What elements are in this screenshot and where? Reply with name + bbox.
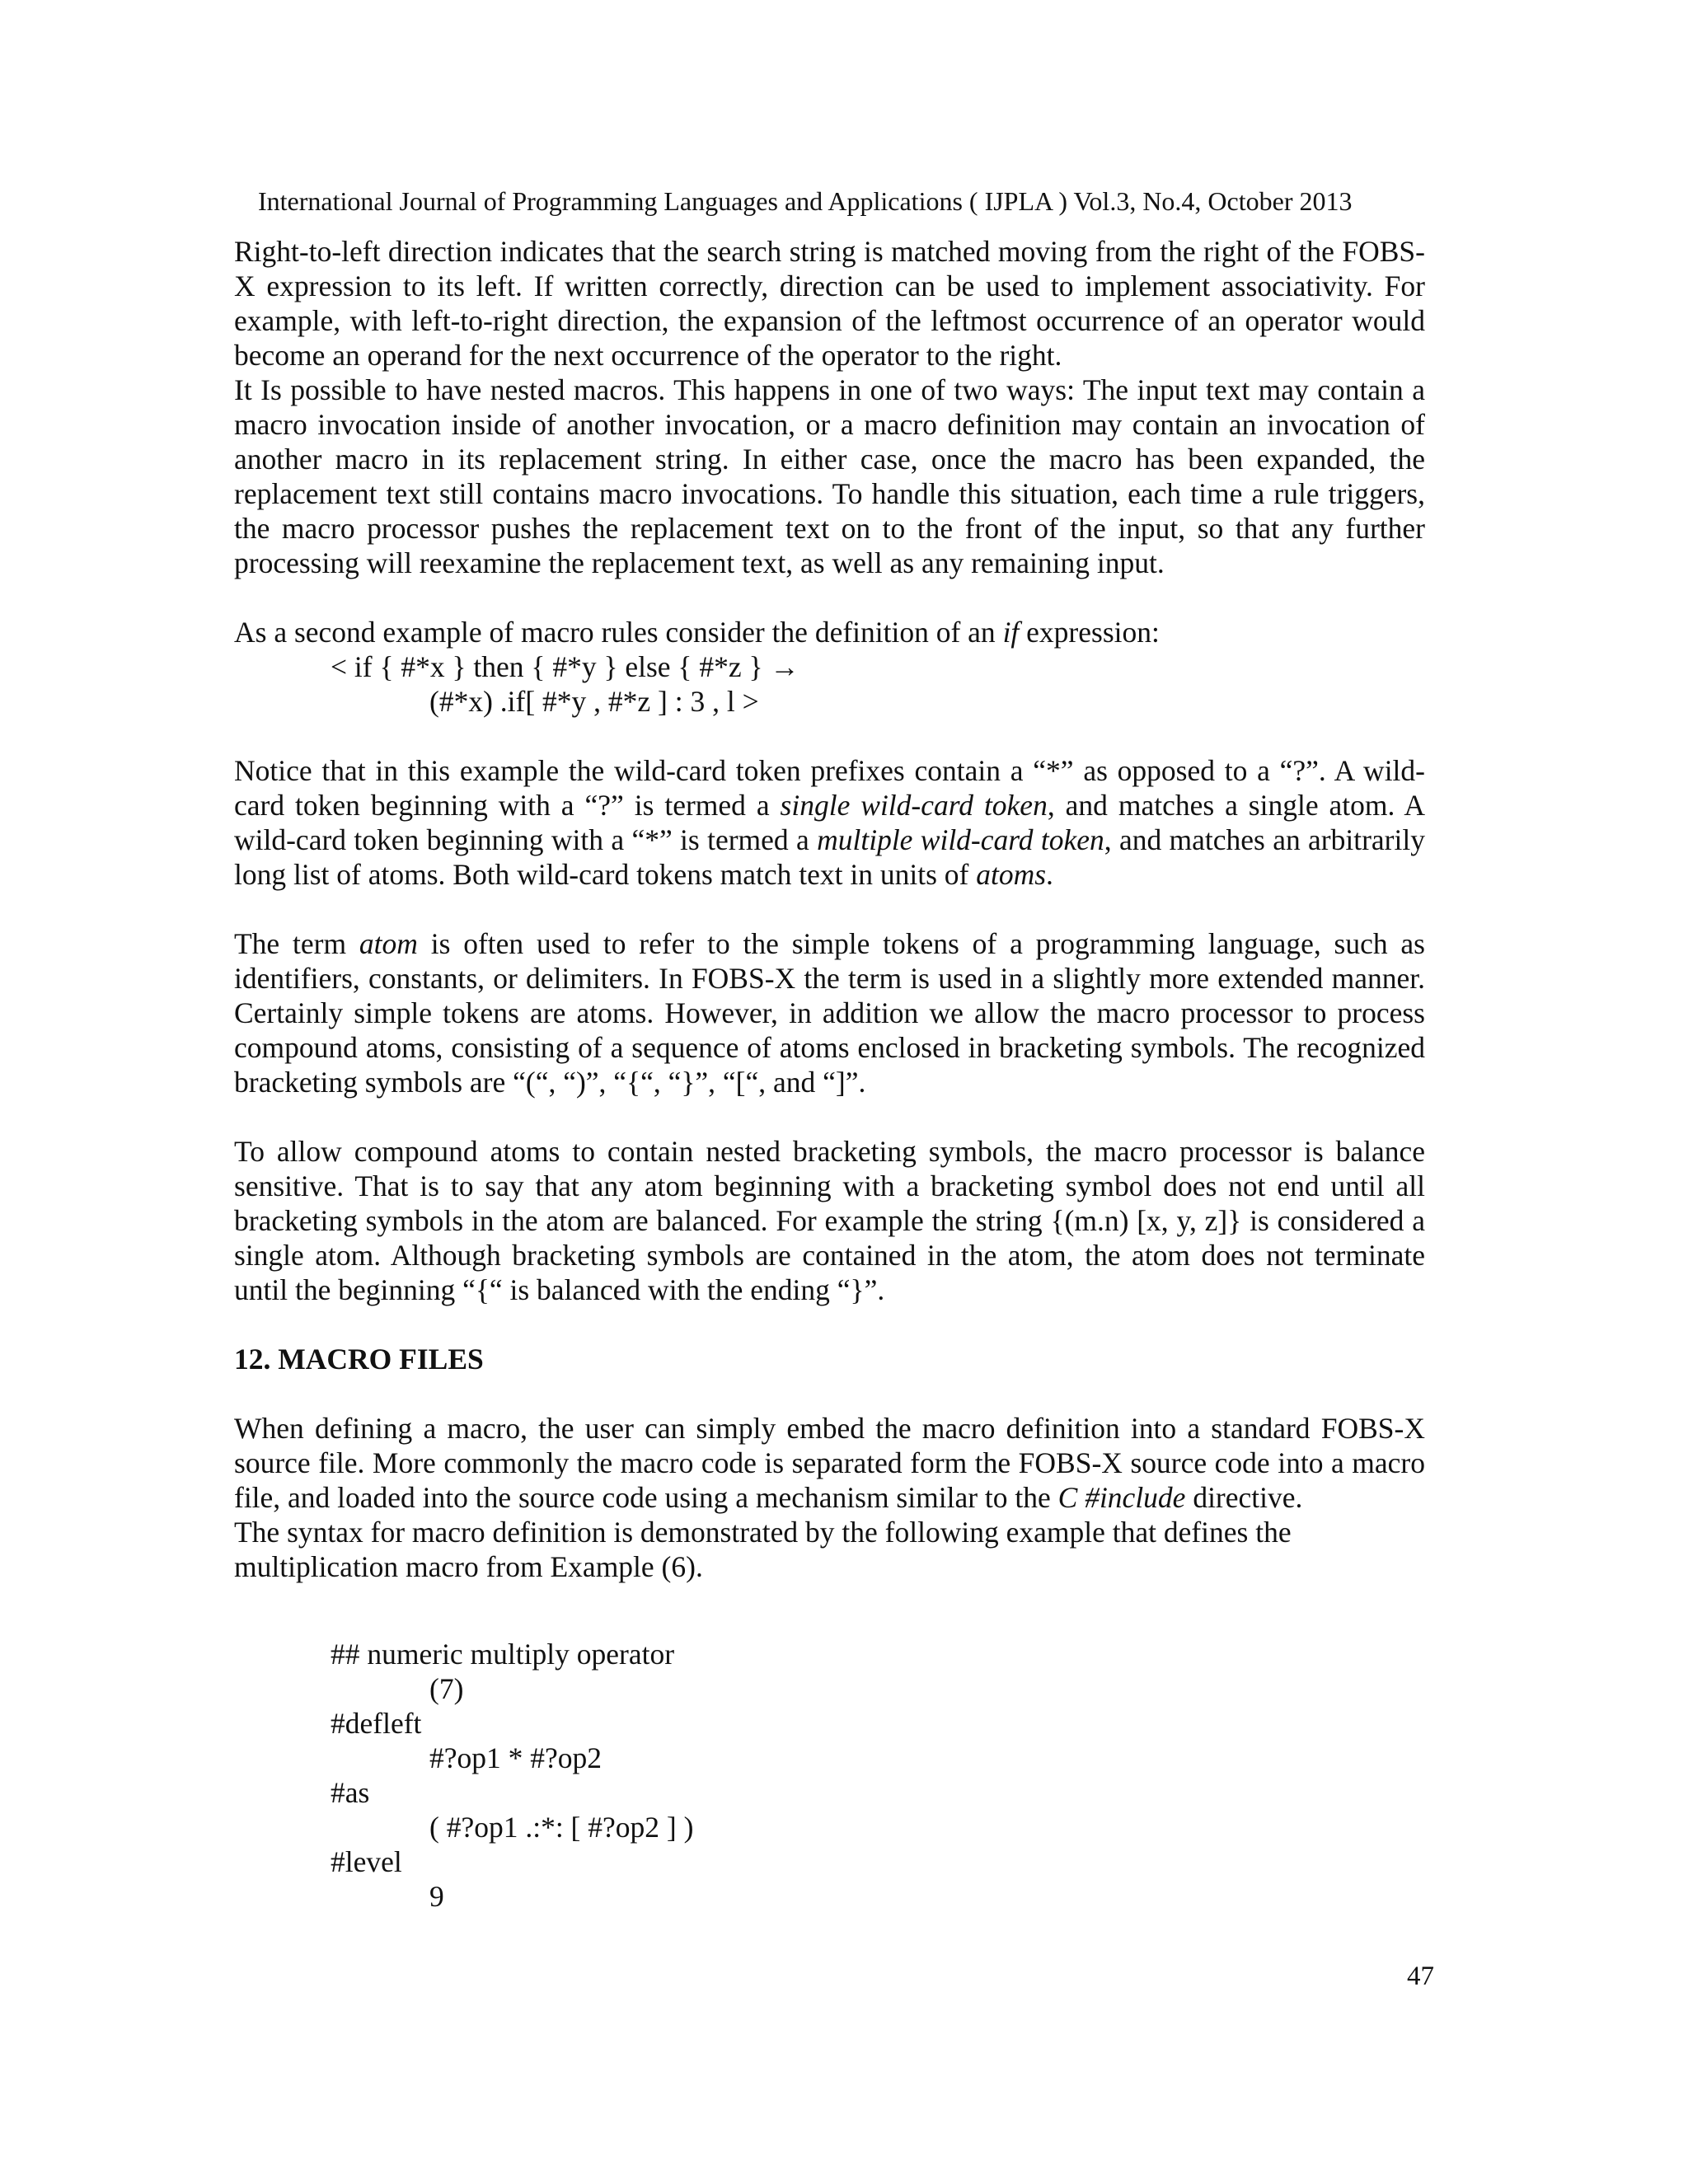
page-body [234, 234, 1425, 1914]
journal-header: International Journal of Programming Languages and Applications ( IJPLA ) Vol.3, No.4, October 2013 [258, 186, 1353, 216]
text-run: , and matches a single atom. A wild-card token beginning with a “*” is termed a [234, 789, 1425, 856]
paragraph-if-example [234, 615, 1425, 649]
code-comment: ## numeric multiply operator [331, 1638, 675, 1671]
paragraph-macro-files-line3: multiplication macro from Example (6). [234, 1550, 703, 1583]
code-level-value: 9 [429, 1880, 444, 1913]
code-defleft: #defleft [331, 1707, 422, 1740]
code-pattern: #?op1 * #?op2 [429, 1741, 603, 1774]
text-run: directive. [1185, 1481, 1303, 1514]
paragraph-nested-macros: It Is possible to have nested macros. This happens in one of two ways: The input text may contain a macro invocation inside of another invocation, or a macro definition may contain an invocation of another macro in its replacement string. In either case, once the macro has been expanded, the replacement text still contains macro invocations. To handle this situation, each time a rule triggers, the macro processor pushes the replacement text on to the front of the input, so that any further processing will reexamine the replacement text, as well as any remaining input. [234, 373, 1425, 579]
text-run: As a second example of macro rules consider the definition of an [234, 616, 1003, 649]
text-run: When defining a macro, the user can simply embed the macro definition into a standard FOBS-X source file. More commonly the macro code is separated form the FOBS-X source code into a macro file, and loaded into the source code using a mechanism similar to the [234, 1412, 1425, 1514]
text-run: . [1046, 858, 1053, 891]
spacer [234, 1619, 1425, 1637]
code-replacement: ( #?op1 .:*: [ #?op2 ] ) [429, 1811, 694, 1844]
code-example [234, 1637, 1425, 1914]
code-level: #level [331, 1845, 402, 1878]
spacer [234, 580, 1425, 615]
paragraph-atom [234, 926, 1425, 1099]
paragraph-wildcard [234, 753, 1425, 892]
spacer [234, 1099, 1425, 1134]
emphasis-multiple-wildcard: multiple wild-card token [817, 823, 1104, 856]
spacer [234, 1376, 1425, 1411]
code-example-number: (7) [429, 1672, 464, 1705]
code-as: #as [331, 1776, 370, 1809]
text-run: Notice that in this example the wild-card token prefixes contain a “*” as opposed to a “?”. A wild-card token beginning with a “?” is termed a [234, 754, 1425, 822]
text-run: is often used to refer to the simple tokens of a programming language, such as identifiers, constants, or delimiters. In FOBS-X the term is used in a slightly more extended manner. Certainly simple tokens are atoms. However, in addition we allow the macro processor to process compound atoms, consisting of a sequence of atoms enclosed in bracketing symbols. The recognized bracketing symbols are “(“, “)”, “{“, “}”, “[“, and “]”. [234, 927, 1425, 1099]
rule-line-2: (#*x) .if[ #*y , #*z ] : 3 , l > [429, 685, 759, 718]
spacer [234, 1584, 1425, 1619]
emphasis-atoms: atoms [976, 858, 1047, 891]
spacer [234, 719, 1425, 753]
spacer [234, 1307, 1425, 1342]
paragraph-balance: To allow compound atoms to contain nested bracketing symbols, the macro processor is balance sensitive. That is to say that any atom beginning with a bracketing symbol does not end until all bracketing symbols in the atom are balanced. For example the string {(m.n) [x, y, z]} is considered a single atom. Although bracketing symbols are contained in the atom, the atom does not terminate until the beginning “{“ is balanced with the ending “}”. [234, 1135, 1425, 1306]
paragraph-macro-files-line2: The syntax for macro definition is demonstrated by the following example that defines the [234, 1516, 1292, 1549]
paragraph-macro-files [234, 1411, 1425, 1515]
text-run: The term [234, 927, 359, 960]
text-run: , and matches an arbitrarily long list of atoms. Both wild-card tokens match text in units of [234, 823, 1425, 891]
text-run: expression: [1019, 616, 1160, 649]
emphasis-atom: atom [359, 927, 418, 960]
spacer [234, 892, 1425, 926]
paragraph-direction: Right-to-left direction indicates that the search string is matched moving from the right of the FOBS-X expression to its left. If written correctly, direction can be used to implement associativity. For example, with left-to-right direction, the expansion of the leftmost occurrence of an operator would become an operand for the next occurrence of the operator to the right. [234, 235, 1425, 372]
emphasis-if: if [1002, 616, 1020, 649]
page-number: 47 [1407, 1961, 1434, 1991]
emphasis-c-include: C #include [1057, 1481, 1186, 1514]
section-heading: 12. MACRO FILES [234, 1343, 484, 1376]
rule-line-1: < if { #*x } then { #*y } else { #*z } → [331, 650, 799, 683]
emphasis-single-wildcard: single wild-card token [780, 789, 1048, 822]
